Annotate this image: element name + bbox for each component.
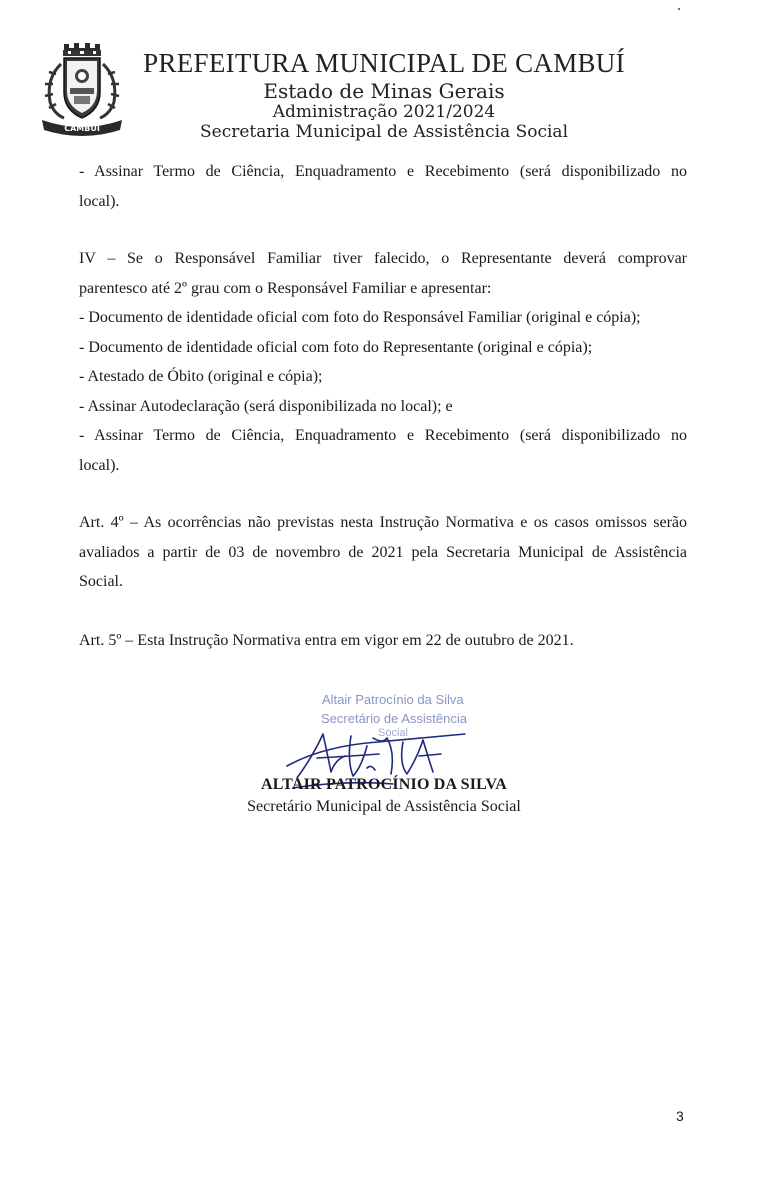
text-line: local). — [79, 456, 120, 474]
stamp-line: Social — [378, 727, 408, 739]
header-administration: Administração 2021/2024 — [272, 102, 496, 122]
list-item: - Documento de identidade oficial com foto do Responsável Familiar (original e cópia); — [79, 309, 641, 326]
paragraph-article-5 — [79, 626, 687, 656]
text-line: local). — [79, 192, 120, 210]
list-item: - Assinar Autodeclaração (será disponibilizada no local); e — [79, 397, 453, 415]
stamp-line: Altair Patrocínio da Silva — [322, 692, 464, 707]
text-line: IV – Se o Responsável Familiar tiver falecido, o Representante deverá comprovar — [79, 250, 687, 267]
text-line: parentesco até 2º grau com o Responsável Familiar e apresentar: — [79, 279, 492, 297]
stamp-line: Secretário de Assistência — [321, 711, 467, 726]
paragraph-item-iv — [79, 244, 687, 480]
paragraph-article-4 — [79, 508, 687, 597]
header-state: Estado de Minas Gerais — [263, 79, 505, 103]
text-line: avaliados a partir de 03 de novembro de 2021 pela Secretaria Municipal de Assistência — [79, 543, 687, 561]
text-line: Art. 4º – As ocorrências não previstas nesta Instrução Normativa e os casos omissos serão — [79, 514, 687, 531]
list-item: - Assinar Termo de Ciência, Enquadramento e Recebimento (será disponibilizado no — [79, 427, 687, 444]
signatory-role: Secretário Municipal de Assistência Social — [247, 798, 521, 815]
svg-text:CAMBUÍ: CAMBUÍ — [64, 124, 100, 133]
text-line: Art. 5º – Esta Instrução Normativa entra em vigor em 22 de outubro de 2021. — [79, 632, 574, 649]
paragraph-term-continuation — [79, 157, 687, 216]
text-line: - Assinar Termo de Ciência, Enquadramento e Recebimento (será disponibilizado no — [79, 163, 687, 180]
page-number: 3 — [676, 1108, 684, 1124]
header-secretariat: Secretaria Municipal de Assistência Social — [199, 122, 569, 142]
scan-speck — [678, 8, 680, 10]
list-item: - Documento de identidade oficial com foto do Representante (original e cópia); — [79, 338, 593, 356]
text-line: Social. — [79, 573, 123, 590]
header-title: PREFEITURA MUNICIPAL DE CAMBUÍ — [143, 48, 625, 78]
list-item: - Atestado de Óbito (original e cópia); — [79, 368, 323, 385]
municipal-crest-icon — [34, 40, 130, 136]
signatory-name: ALTAIR PATROCÍNIO DA SILVA — [260, 776, 507, 793]
